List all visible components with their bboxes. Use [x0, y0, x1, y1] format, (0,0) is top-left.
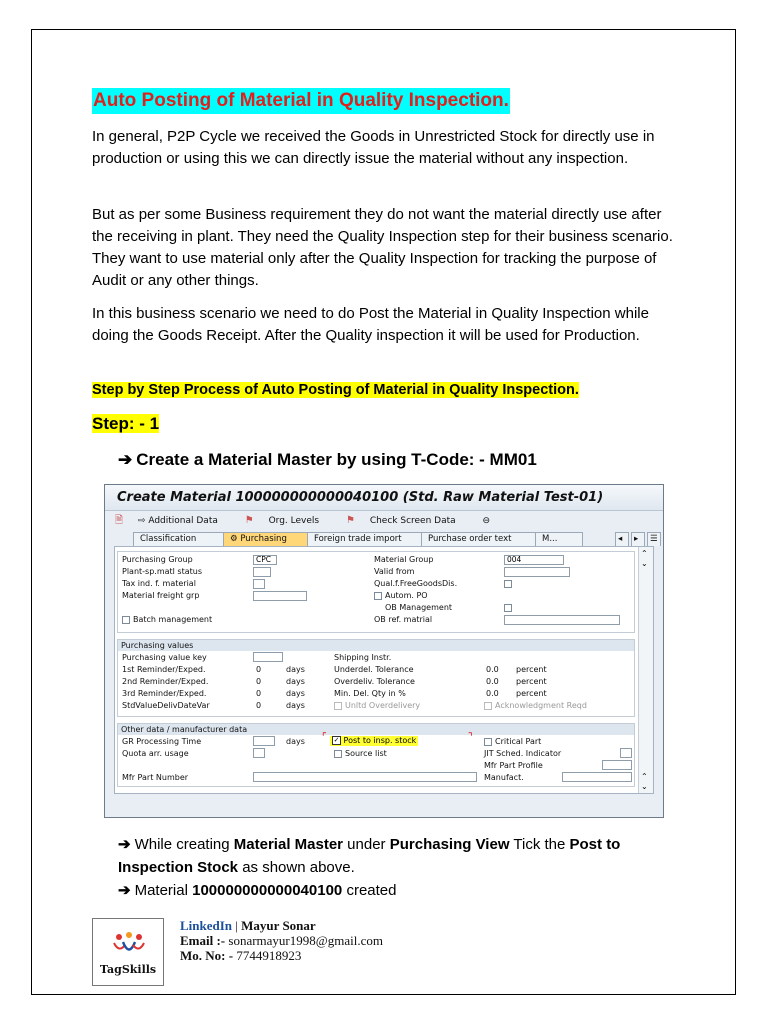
days-unit: days [286, 737, 305, 746]
tab-purchasing[interactable]: ⚙ Purchasing [223, 532, 317, 546]
arrow-icon: ➔ [118, 882, 131, 899]
valid-from-label: Valid from [374, 567, 415, 576]
reminder-2-label: 2nd Reminder/Exped. [122, 677, 209, 686]
scrollbar[interactable] [638, 547, 653, 793]
check-icon: ⚑ [345, 515, 355, 526]
footer-email-line [180, 933, 383, 948]
plant-status-input[interactable] [253, 567, 271, 577]
create-material-bullet [118, 449, 537, 471]
mfr-profile-input[interactable] [602, 760, 632, 770]
percent-unit: percent [516, 677, 547, 686]
paragraph-2: But as per some Business requirement they do not want the material directly use after the receiving in plant. They need the Quality Inspection step for their business scenario. They want to use material only after the Quality Inspection for tracking the purpose of Audit or any other things. [92, 206, 673, 289]
mfr-part-number-input[interactable] [253, 772, 477, 782]
email-label: Email :- [180, 933, 229, 948]
ack-reqd-checkbox[interactable] [484, 702, 492, 710]
plant-status-label: Plant-sp.matl status [122, 567, 203, 576]
freight-grp-label: Material freight grp [122, 591, 200, 600]
page-title: Auto Posting of Material in Quality Inspection. [92, 88, 510, 114]
purchasing-group-label: Purchasing Group [122, 555, 193, 564]
tab-list-icon[interactable]: ☰ [647, 532, 661, 546]
tagskills-logo [92, 918, 164, 986]
scroll-up-icon[interactable]: ⌃ [641, 549, 648, 558]
overdel-label: Overdeliv. Tolerance [334, 677, 415, 686]
purchasing-values-title: Purchasing values [118, 640, 634, 651]
reminder-1-value: 0 [256, 665, 262, 674]
unltd-overdelivery-checkbox[interactable] [334, 702, 342, 710]
note-1-bold-c: Post to Inspection Stock [118, 836, 621, 876]
other-data-group [117, 723, 635, 787]
min-del-value: 0.0 [486, 689, 499, 698]
ob-ref-label: OB ref. matrial [374, 615, 433, 624]
pv-key-input[interactable] [253, 652, 283, 662]
additional-data-button[interactable]: ⇨ Additional Data [137, 516, 218, 526]
mobile-value: 7744918923 [236, 948, 302, 963]
tab-next-icon[interactable]: ▸ [631, 532, 645, 546]
step-1-heading [92, 412, 159, 436]
linkedin-link[interactable]: LinkedIn [180, 918, 233, 933]
mfr-profile-label: Mfr Part Profile [484, 761, 543, 770]
scroll-down-icon[interactable]: ⌄ [641, 782, 648, 791]
note-1-text-b: under [343, 836, 390, 853]
quota-usage-input[interactable] [253, 748, 265, 758]
check-screen-data-label: Check Screen Data [369, 516, 456, 526]
red-bracket-left: ⌜ [322, 732, 327, 743]
post-to-insp-stock-highlight[interactable] [330, 736, 418, 746]
reminder-3-label: 3rd Reminder/Exped. [122, 689, 207, 698]
days-unit: days [286, 665, 305, 674]
author-name: Mayur Sonar [241, 918, 316, 933]
tab-po-text[interactable]: Purchase order text [421, 532, 545, 546]
note-1-text-a: While creating [134, 836, 234, 853]
paragraph-3: In this business scenario we need to do Post the Material in Quality Inspection while doing the Goods Receipt. After the Quality inspection it will be used for Production. [92, 305, 649, 344]
percent-unit: percent [516, 689, 547, 698]
material-group-label: Material Group [374, 555, 434, 564]
percent-unit: percent [516, 665, 547, 674]
reminder-2-value: 0 [256, 677, 262, 686]
critical-part-checkbox[interactable] [484, 738, 492, 746]
note-2-bold: 100000000000040100 [192, 882, 343, 899]
scroll-down-icon[interactable]: ⌄ [641, 559, 648, 568]
pv-key-label: Purchasing value key [122, 653, 207, 662]
logo-text: TagSkills [99, 963, 157, 976]
step-1-text: Step: - 1 [92, 414, 160, 433]
ob-management-checkbox[interactable] [504, 604, 512, 612]
scroll-up-icon[interactable]: ⌃ [641, 772, 648, 781]
tab-prev-icon[interactable]: ◂ [615, 532, 629, 546]
check-screen-data-button[interactable] [346, 516, 468, 526]
critical-part-label: Critical Part [495, 737, 542, 746]
quota-usage-label: Quota arr. usage [122, 749, 189, 758]
notes [118, 833, 678, 902]
material-group-input[interactable]: 004 [504, 555, 564, 565]
std-value-value: 0 [256, 701, 262, 710]
note-1-text-c: Tick the [509, 836, 570, 853]
note-1-bold-b: Purchasing View [389, 836, 510, 853]
footer-info [180, 918, 383, 963]
manufact-input[interactable] [562, 772, 632, 782]
footer-mobile-line [180, 948, 383, 963]
qual-free-goods-label: Qual.f.FreeGoodsDis. [374, 579, 458, 588]
tax-ind-input[interactable] [253, 579, 265, 589]
paragraph-1: In general, P2P Cycle we received the Goods in Unrestricted Stock for directly use in production or using this we can directly issue the material without any inspection. [92, 128, 655, 167]
sap-toolbar [105, 511, 663, 531]
autom-po-label: Autom. PO [385, 591, 428, 600]
qual-free-goods-checkbox[interactable] [504, 580, 512, 588]
days-unit: days [286, 677, 305, 686]
create-icon[interactable]: 🗎 [115, 515, 124, 526]
other-data-title: Other data / manufacturer data [118, 724, 634, 735]
post-to-insp-stock-checkbox[interactable]: ✓ [333, 736, 340, 744]
step-process-heading [92, 379, 579, 401]
gr-processing-label: GR Processing Time [122, 737, 202, 746]
mobile-label: Mo. No: - [180, 948, 237, 963]
tab-purchasing-label: Purchasing [240, 534, 287, 544]
source-list-label: Source list [345, 749, 387, 758]
ob-ref-input[interactable] [504, 615, 620, 625]
tax-ind-label: Tax ind. f. material [122, 579, 196, 588]
sap-body [114, 546, 654, 794]
note-1 [118, 833, 678, 879]
step-process-text: Step by Step Process of Auto Posting of Material in Quality Inspection. [92, 382, 579, 398]
note-2 [118, 879, 678, 902]
footer-name-line [180, 918, 383, 933]
org-levels-label: Org. Levels [268, 516, 320, 526]
org-levels-button[interactable] [245, 516, 331, 526]
jit-indicator-label: JIT Sched. Indicator [484, 749, 562, 758]
red-bracket-right: ⌝ [468, 732, 473, 743]
std-value-label: StdValueDelivDateVar [122, 701, 210, 710]
days-unit: days [286, 689, 305, 698]
jit-indicator-input[interactable] [620, 748, 632, 758]
unltd-overdelivery-label: Unltd Overdelivery [345, 701, 421, 710]
gr-processing-input[interactable] [253, 736, 275, 746]
note-1-text-d: as shown above. [238, 859, 355, 876]
batch-management-checkbox[interactable] [122, 616, 130, 624]
manufact-label: Manufact. [484, 773, 524, 782]
title-wrap [92, 88, 510, 114]
post-to-insp-stock-label: Post to insp. stock [343, 736, 417, 745]
email-value[interactable]: sonarmayur1998@gmail.com [228, 933, 383, 948]
org-levels-icon: ⚑ [244, 515, 254, 526]
purchasing-group-input[interactable]: CPC [253, 555, 277, 565]
reminder-3-value: 0 [256, 689, 262, 698]
autom-po-checkbox[interactable] [374, 592, 382, 600]
tab-more[interactable]: M... [535, 532, 583, 546]
ack-reqd-label: Acknowledgment Reqd [495, 701, 587, 710]
logo-figure-icon [111, 931, 147, 959]
overdel-value: 0.0 [486, 677, 499, 686]
sap-screenshot [104, 484, 664, 818]
mfr-part-number-label: Mfr Part Number [122, 773, 189, 782]
min-del-label: Min. Del. Qty in % [334, 689, 406, 698]
arrow-icon: ➔ [118, 450, 133, 469]
shipping-instr-label: Shipping Instr. [334, 653, 392, 662]
source-list-checkbox[interactable] [334, 750, 342, 758]
ob-management-label: OB Management [385, 603, 453, 612]
underdel-value: 0.0 [486, 665, 499, 674]
underdel-label: Underdel. Tolerance [334, 665, 414, 674]
lock-icon[interactable]: ⊖ [482, 516, 491, 526]
general-group [117, 551, 635, 633]
days-unit: days [286, 701, 305, 710]
batch-management-label: Batch management [133, 615, 213, 624]
valid-from-input[interactable] [504, 567, 570, 577]
tab-classification[interactable]: Classification [133, 532, 233, 546]
arrow-icon: ➔ [118, 836, 131, 853]
note-2-text-a: Material [134, 882, 193, 899]
additional-data-label: Additional Data [148, 516, 218, 526]
reminder-1-label: 1st Reminder/Exped. [122, 665, 206, 674]
tab-foreign-trade[interactable]: Foreign trade import [307, 532, 431, 546]
create-material-text: Create a Material Master by using T-Code: - MM01 [136, 450, 537, 469]
sap-window-title: Create Material 100000000000040100 (Std. Raw Material Test-01) [105, 485, 663, 511]
purchasing-values-group [117, 639, 635, 717]
freight-grp-input[interactable] [253, 591, 307, 601]
note-2-text-b: created [342, 882, 397, 899]
separator: | [232, 918, 242, 933]
note-1-bold-a: Material Master [233, 836, 344, 853]
